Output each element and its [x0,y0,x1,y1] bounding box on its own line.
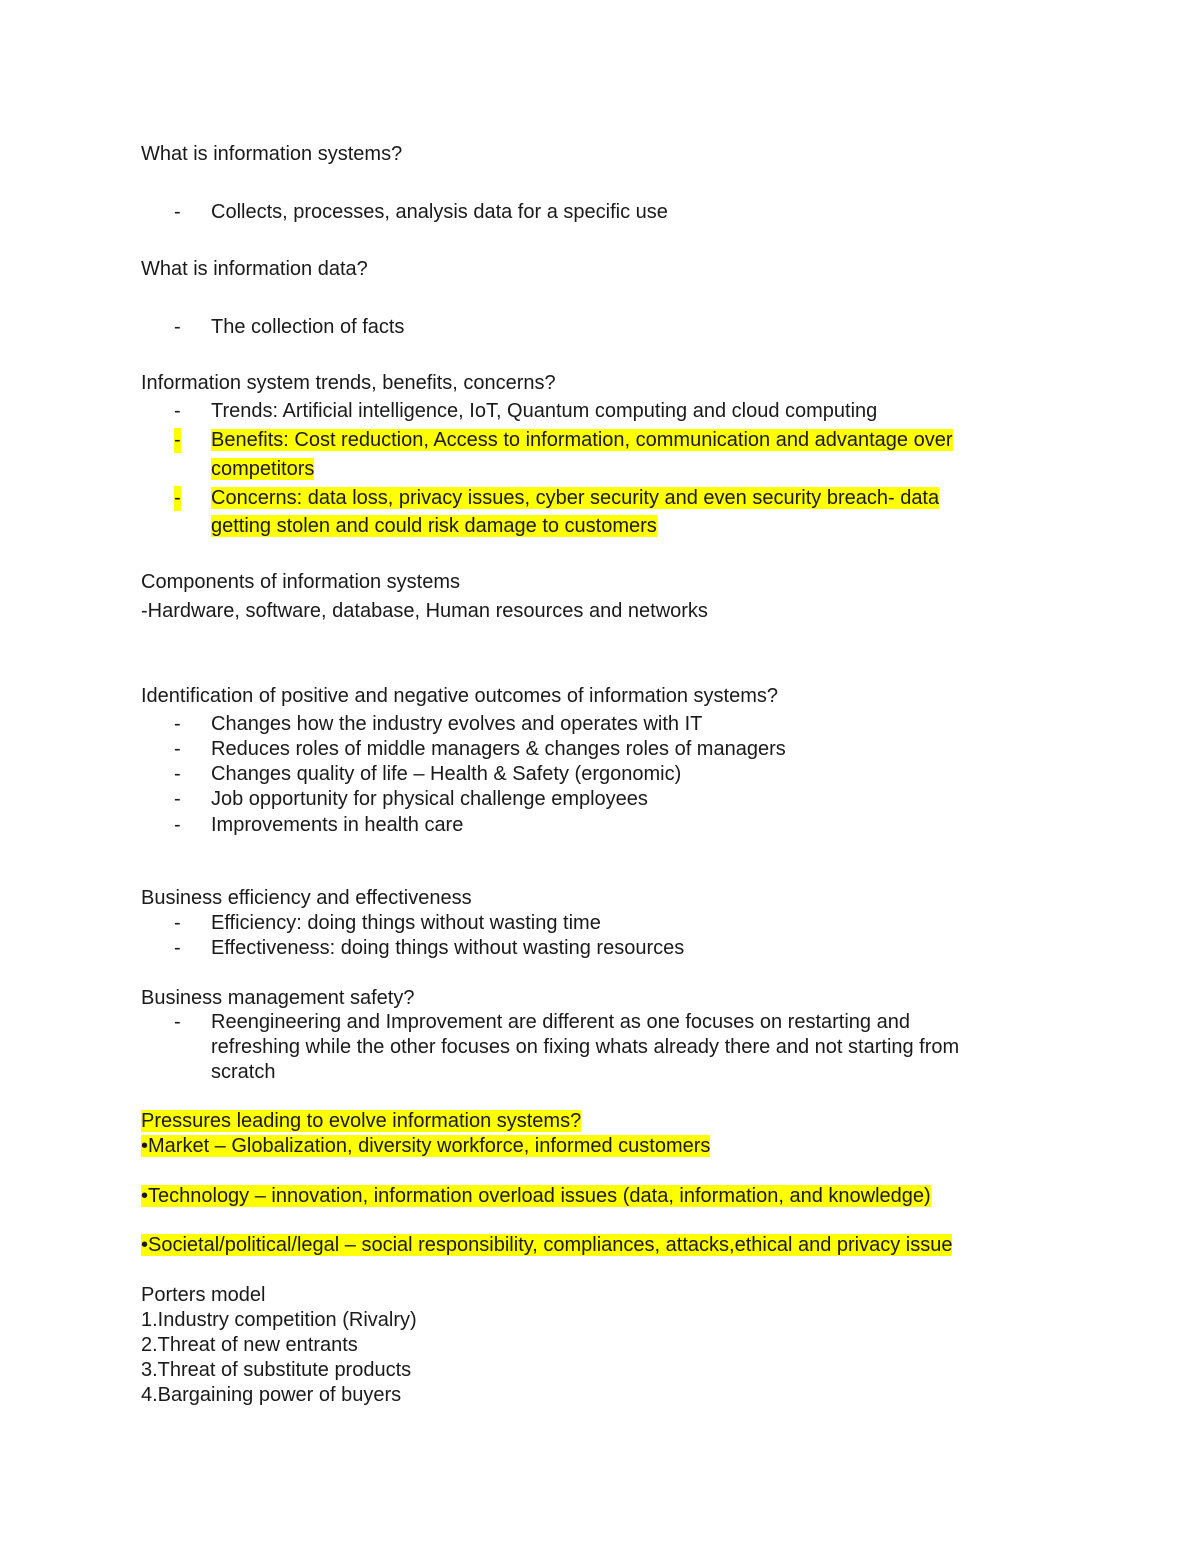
list-item: Changes quality of life – Health & Safety (ergonomic) [211,763,682,785]
highlighted-text: competitors [211,458,315,480]
bullet-dash: - [174,400,181,422]
list-item: Reengineering and Improvement are different as one focuses on restarting and [211,1011,910,1033]
numbered-item: 1.Industry competition (Rivalry) [141,1309,417,1331]
list-item-trends: Trends: Artificial intelligence, IoT, Quantum computing and cloud computing [211,400,878,422]
heading-components: Components of information systems [141,571,461,593]
pressure-societal [141,1233,952,1258]
bullet-dash: - [174,912,181,934]
list-item: Improvements in health care [211,814,464,836]
list-item-concerns-cont [211,514,657,539]
numbered-item: 2.Threat of new entrants [141,1334,358,1356]
bullet-dash: - [174,487,181,509]
heading-pressures [141,1109,581,1134]
heading-efficiency: Business efficiency and effectiveness [141,887,472,909]
pressure-technology [141,1184,931,1209]
bullet-dash: - [174,316,181,338]
list-item-benefits-cont [211,457,314,482]
list-item-cont: refreshing while the other focuses on fixing whats already there and not starting from [211,1036,960,1058]
highlighted-text: •Market – Globalization, diversity workforce, informed customers [141,1135,711,1157]
bullet-dash: - [174,937,181,959]
highlighted-text: •Technology – innovation, information overload issues (data, information, and knowledge) [141,1185,931,1207]
heading-management-safety: Business management safety? [141,987,415,1009]
heading-outcomes: Identification of positive and negative outcomes of information systems? [141,685,779,707]
highlighted-text: Concerns: data loss, privacy issues, cyber security and even security breach- data [211,487,940,509]
bullet-dash: - [174,429,181,451]
list-item: The collection of facts [211,316,405,338]
bullet-dash: - [174,1011,181,1033]
list-item: Effectiveness: doing things without wasting resources [211,937,685,959]
heading-trends-benefits-concerns: Information system trends, benefits, concerns? [141,372,556,394]
bullet-dash: - [174,814,181,836]
list-item: Efficiency: doing things without wasting time [211,912,601,934]
highlighted-text: Pressures leading to evolve information systems? [141,1110,582,1132]
numbered-item: 4.Bargaining power of buyers [141,1384,402,1406]
list-item-cont: scratch [211,1061,276,1083]
heading-porters-model: Porters model [141,1284,266,1306]
list-item: Reduces roles of middle managers & changes roles of managers [211,738,786,760]
bullet-dash: - [174,763,181,785]
bullet-dash: - [174,713,181,735]
highlighted-text: getting stolen and could risk damage to customers [211,515,657,537]
list-item: Job opportunity for physical challenge employees [211,788,648,810]
highlighted-text: Benefits: Cost reduction, Access to information, communication and advantage over [211,429,953,451]
numbered-item: 3.Threat of substitute products [141,1359,412,1381]
list-item-concerns [211,486,939,511]
heading-what-is-information-data: What is information data? [141,258,368,280]
heading-what-is-information-systems: What is information systems? [141,143,403,165]
list-item: Changes how the industry evolves and operates with IT [211,713,703,735]
pressure-market [141,1134,710,1159]
highlighted-text: •Societal/political/legal – social responsibility, compliances, attacks,ethical and privacy issue [141,1234,953,1256]
bullet-dash: - [174,738,181,760]
bullet-dash: - [174,201,181,223]
list-item-benefits [211,428,953,453]
bullet-dash: - [174,788,181,810]
components-body: -Hardware, software, database, Human resources and networks [141,600,708,622]
list-item: Collects, processes, analysis data for a specific use [211,201,668,223]
